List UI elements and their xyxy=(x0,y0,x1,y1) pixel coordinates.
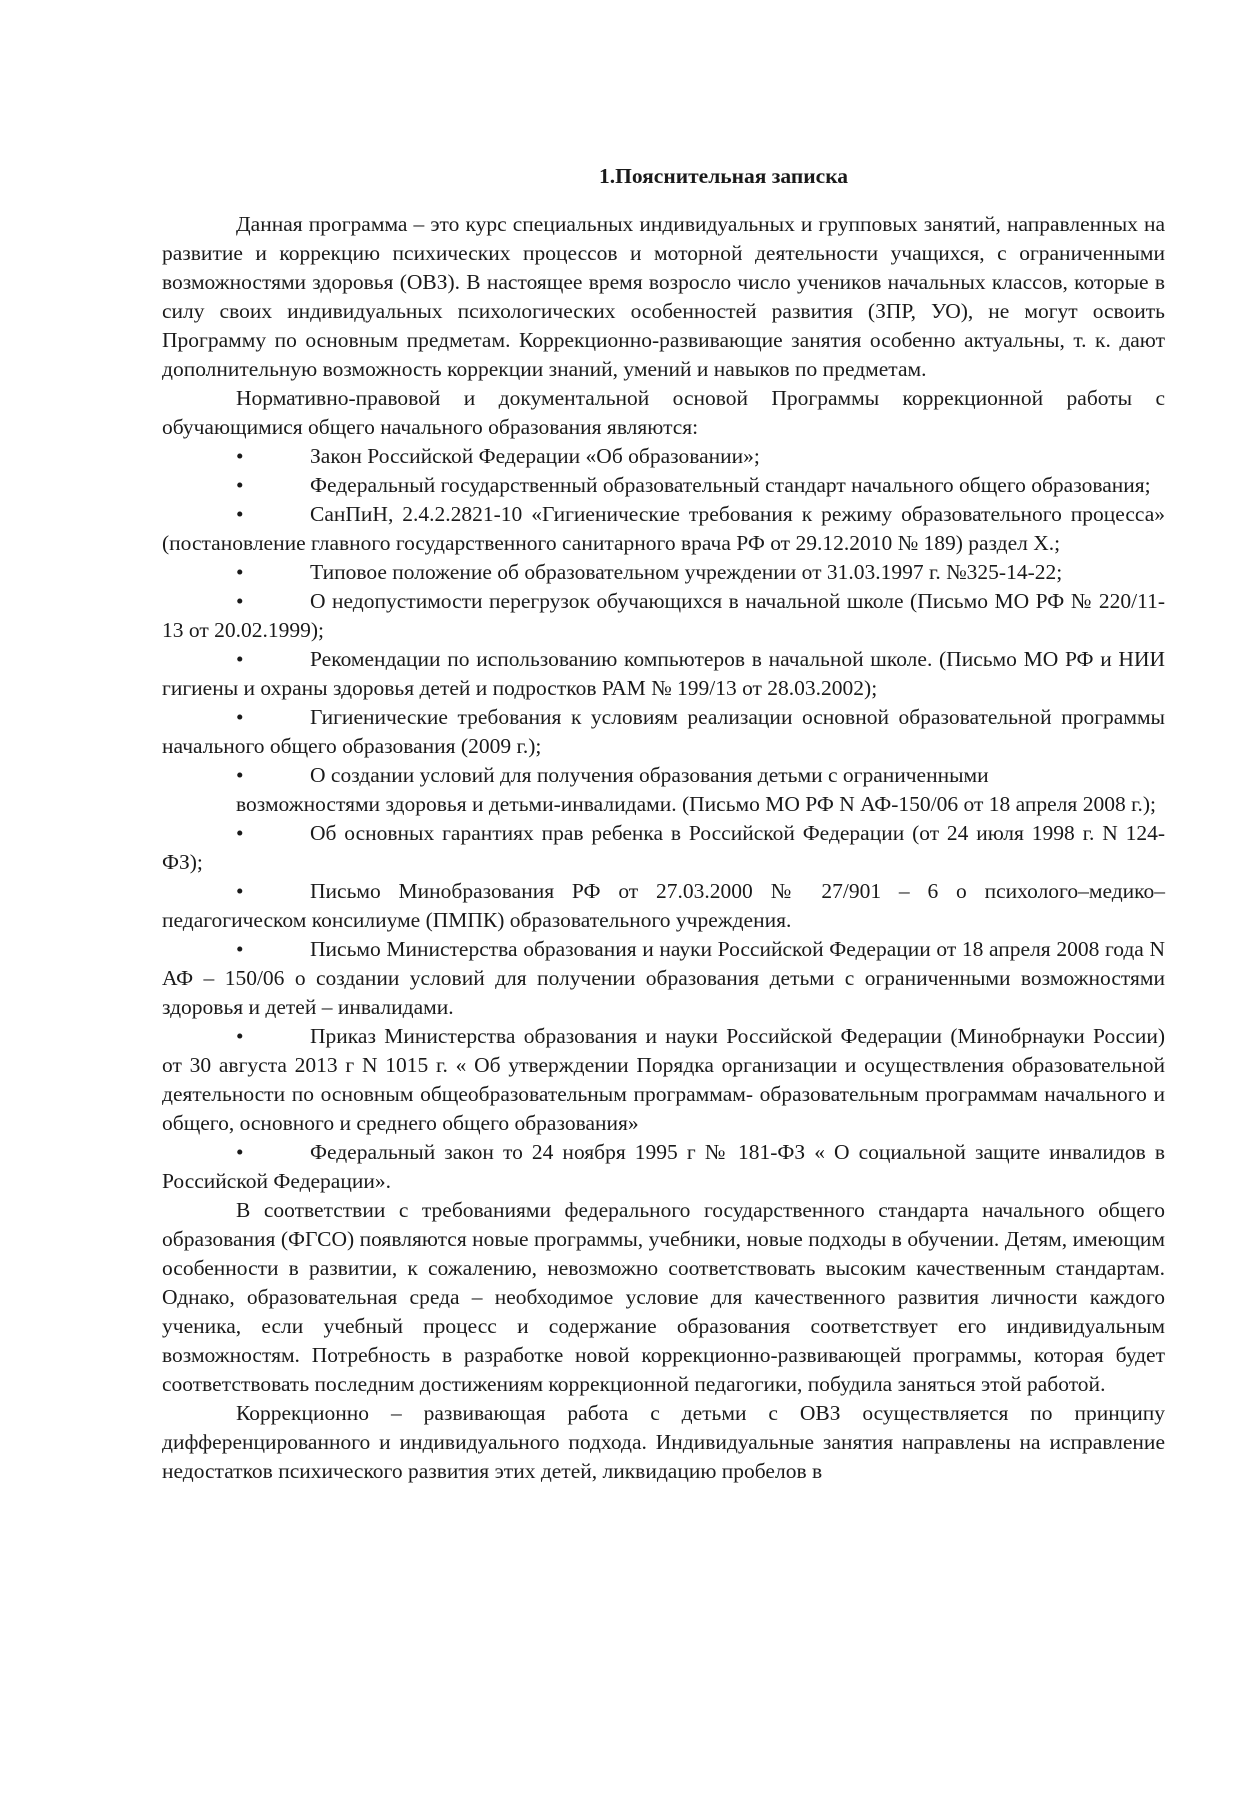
outro-paragraph-1: В соответствии с требованиями федерального государственного стандарта начального общего образования (ФГСО) появляются новые программы, учебники, новые подходы в обучении. Детям, имеющим особенности в развитии, к сожалению, невозможно соответствовать высоким качественным стандартам. Однако, образовательная среда – необходимое условие для качественного развития личности каждого ученика, если учебный процесс и содержание образования соответствует его индивидуальным возможностям. Потребность в разработке новой коррекционно-развивающей программы, которая будет соответствовать последним достижениям коррекционной педагогики, побудила заняться этой работой. xyxy=(162,1198,1165,1396)
list-item: • Приказ Министерства образования и науки Российской Федерации (Минобрнауки России) от 30 августа 2013 г N 1015 г. « Об утверждении Порядка организации и осуществления образовательной деятельности по основным общеобразовательным программам- образовательным программам начального и общего, основного и среднего общего образования» xyxy=(162,1024,1165,1135)
intro-paragraph-1: Данная программа – это курс специальных индивидуальных и групповых занятий, направленных на развитие и коррекцию психических процессов и моторной деятельности учащихся, с ограниченными возможностями здоровья (ОВЗ). В настоящее время возросло число учеников начальных классов, которые в силу своих индивидуальных психологических особенностей развития (ЗПР, УО), не могут освоить Программу по основным предметам. Коррекционно-развивающие занятия особенно актуальны, т. к. дают дополнительную возможность коррекции знаний, умений и навыков по предметам. xyxy=(162,212,1165,381)
bullet-icon: • xyxy=(236,502,244,526)
bullet-icon: • xyxy=(236,589,244,613)
bullet-icon: • xyxy=(236,937,244,961)
list-item: • Письмо Минобразования РФ от 27.03.2000 № 27/901 – 6 о психолого–медико–педагогическом консилиуме (ПМПК) образовательного учреждения. xyxy=(162,879,1165,932)
outro-paragraph-2: Коррекционно – развивающая работа с детьми с ОВЗ осуществляется по принципу дифференцированного и индивидуального подхода. Индивидуальные занятия направлены на исправление недостатков психического развития этих детей, ликвидацию пробелов в xyxy=(162,1401,1165,1483)
list-item: • О создании условий для получения образования детьми с ограниченными xyxy=(162,761,1165,790)
list-item: • Типовое положение об образовательном учреждении от 31.03.1997 г. №325-14-22; xyxy=(162,558,1165,587)
bullet-icon: • xyxy=(236,560,244,584)
list-item: • Гигиенические требования к условиям реализации основной образовательной программы начального общего образования (2009 г.); xyxy=(162,705,1165,758)
list-item: • Об основных гарантиях прав ребенка в Российской Федерации (от 24 июля 1998 г. N 124-ФЗ); xyxy=(162,821,1165,874)
list-item: • Рекомендации по использованию компьютеров в начальной школе. (Письмо МО РФ и НИИ гигиены и охраны здоровья детей и подростков РАМ № 199/13 от 28.03.2002); xyxy=(162,647,1165,700)
list-item-continuation: возможностями здоровья и детьми-инвалидами. (Письмо МО РФ N АФ-150/06 от 18 апреля 2008 г.); xyxy=(236,792,1156,816)
list-item: • Письмо Министерства образования и науки Российской Федерации от 18 апреля 2008 года N АФ – 150/06 о создании условий для получении образования детьми с ограниченными возможностями здоровья и детей – инвалидами. xyxy=(162,937,1165,1019)
list-item: • Федеральный закон то 24 ноября 1995 г № 181-ФЗ « О социальной защите инвалидов в Российской Федерации». xyxy=(162,1140,1165,1193)
intro-paragraph-2: Нормативно-правовой и документальной основой Программы коррекционной работы с обучающимися общего начального образования являются: xyxy=(162,386,1165,439)
bullet-icon: • xyxy=(236,1140,244,1164)
bullet-icon: • xyxy=(236,444,244,468)
bullet-icon: • xyxy=(236,647,244,671)
list-item: • Федеральный государственный образовательный стандарт начального общего образования; xyxy=(162,471,1165,500)
bullet-icon: • xyxy=(236,879,244,903)
bullet-icon: • xyxy=(236,1024,244,1048)
bullet-icon: • xyxy=(236,705,244,729)
document-page xyxy=(162,162,1165,1486)
list-item: • О недопустимости перегрузок обучающихся в начальной школе (Письмо МО РФ № 220/11-13 от 20.02.1999); xyxy=(162,589,1165,642)
list-item: • СанПиН, 2.4.2.2821-10 «Гигиенические требования к режиму образовательного процесса» (постановление главного государственного санитарного врача РФ от 29.12.2010 № 189) раздел X.; xyxy=(162,502,1165,555)
bullet-icon: • xyxy=(236,821,244,845)
page-title: 1.Пояснительная записка xyxy=(598,164,849,188)
list-item: • Закон Российской Федерации «Об образовании»; xyxy=(162,442,1165,471)
bullet-icon: • xyxy=(236,763,244,787)
bullet-icon: • xyxy=(236,473,244,497)
